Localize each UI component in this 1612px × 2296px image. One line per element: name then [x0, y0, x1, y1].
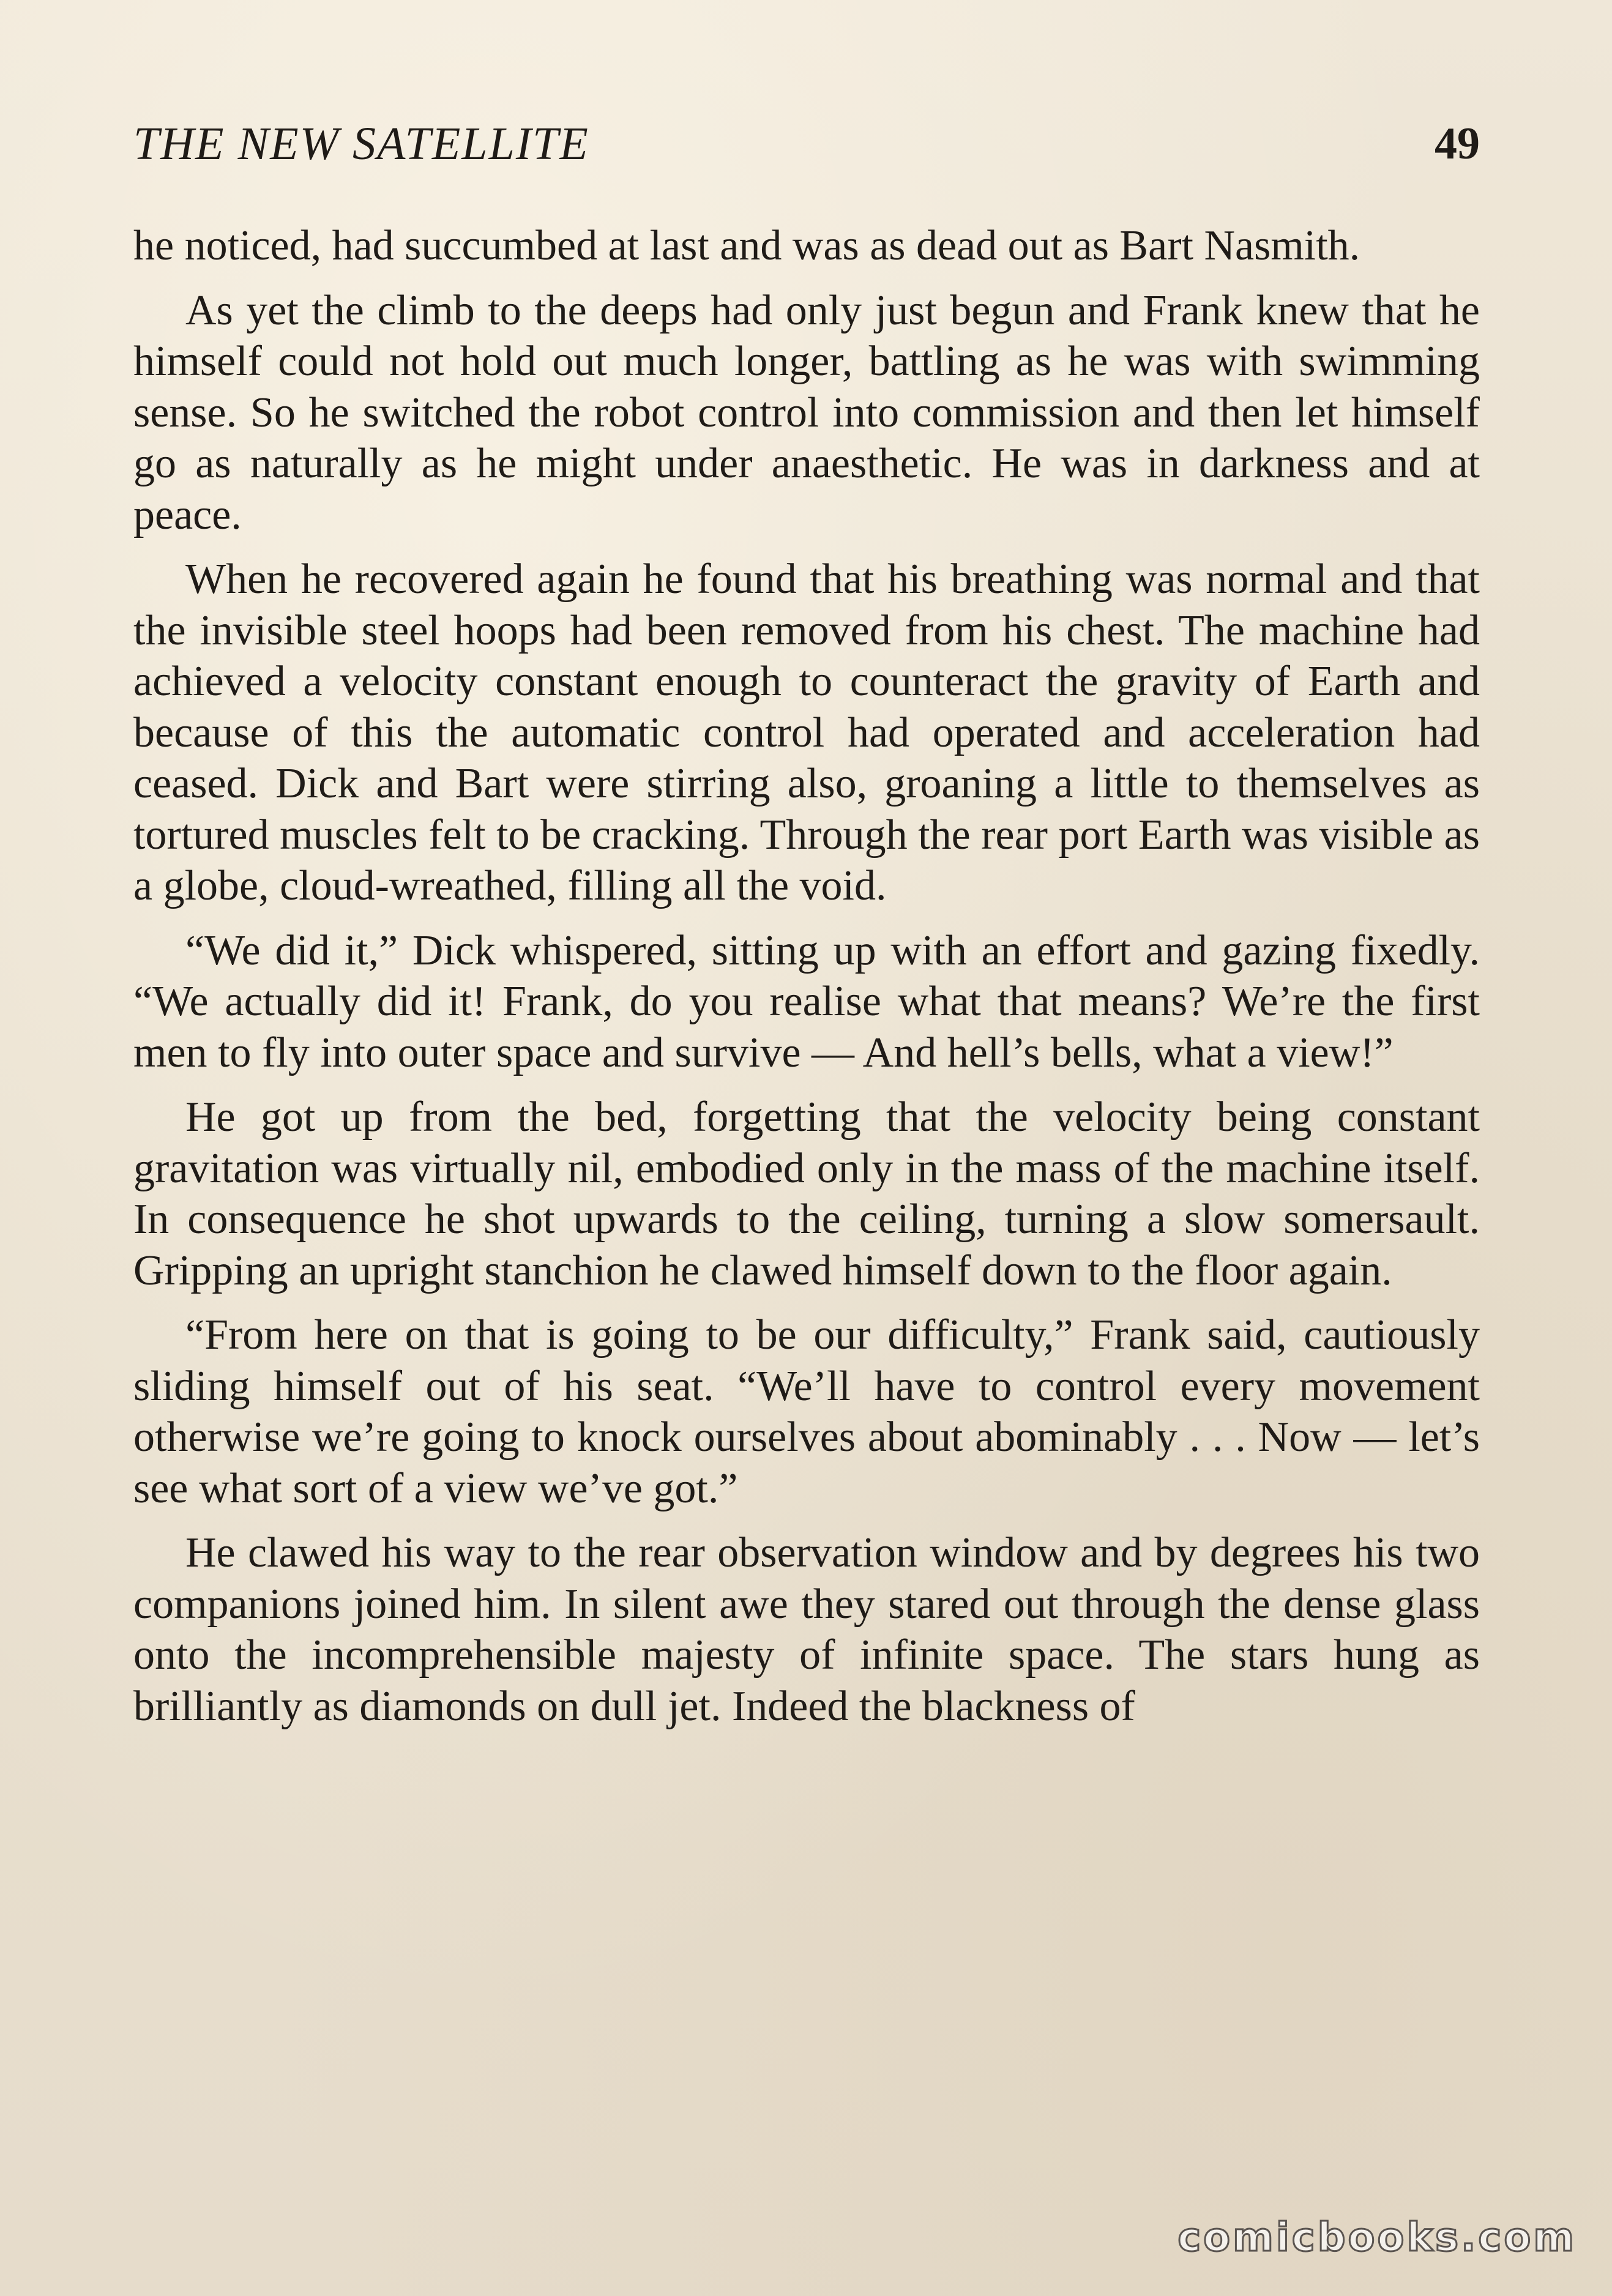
paragraph: He got up from the bed, forgetting that the velocity being constant gravitation was virtually nil, embodied only in the mass of the machine itself. In consequence he shot upwards to the ceiling, turning a slow somersault. Gripping an upright stanchion he clawed himself down to the floor again. — [133, 1094, 1480, 1294]
body-text — [133, 220, 1480, 1732]
page-number: 49 — [1435, 119, 1480, 169]
paragraph: He clawed his way to the rear observation window and by degrees his two companions joined him. In silent awe they stared out through the dense glass onto the incomprehensible majesty of infinite space. The stars hung as brilliantly as diamonds on dull jet. Indeed the blackness of — [133, 1529, 1480, 1730]
running-title: THE NEW SATELLITE — [133, 118, 589, 170]
paragraph: “From here on that is going to be our difficulty,” Frank said, cautiously sliding himself out of his seat. “We’ll have to control every movement otherwise we’re going to knock ourselves about abominably . . . Now — let’s see what sort of a view we’ve got.” — [133, 1311, 1480, 1512]
paragraph: When he recovered again he found that his breathing was normal and that the invisible steel hoops had been removed from his chest. The machine had achieved a velocity constant enough to counteract the gravity of Earth and because of this the automatic control had operated and acceleration had ceased. Dick and Bart were stirring also, groaning a little to themselves as tortured muscles felt to be cracking. Through the rear port Earth was visible as a globe, cloud-wreathed, filling all the void. — [133, 556, 1480, 909]
paragraph: As yet the climb to the deeps had only just begun and Frank knew that he himself could not hold out much longer, battling as he was with swimming sense. So he switched the robot control into commission and then let himself go as naturally as he might under anaesthetic. He was in darkness and at peace. — [133, 286, 1480, 539]
paragraph-continuation: he noticed, had succumbed at last and was as dead out as Bart Nasmith. — [133, 222, 1360, 269]
site-watermark: comicbooks.com — [1177, 2215, 1577, 2261]
running-head — [133, 113, 1480, 181]
paragraph: “We did it,” Dick whispered, sitting up with an effort and gazing fixedly. “We actually did it! Frank, do you realise what that means? We’re the first men to fly into outer space and survive — And hell’s bells, what a view!” — [133, 926, 1480, 1076]
